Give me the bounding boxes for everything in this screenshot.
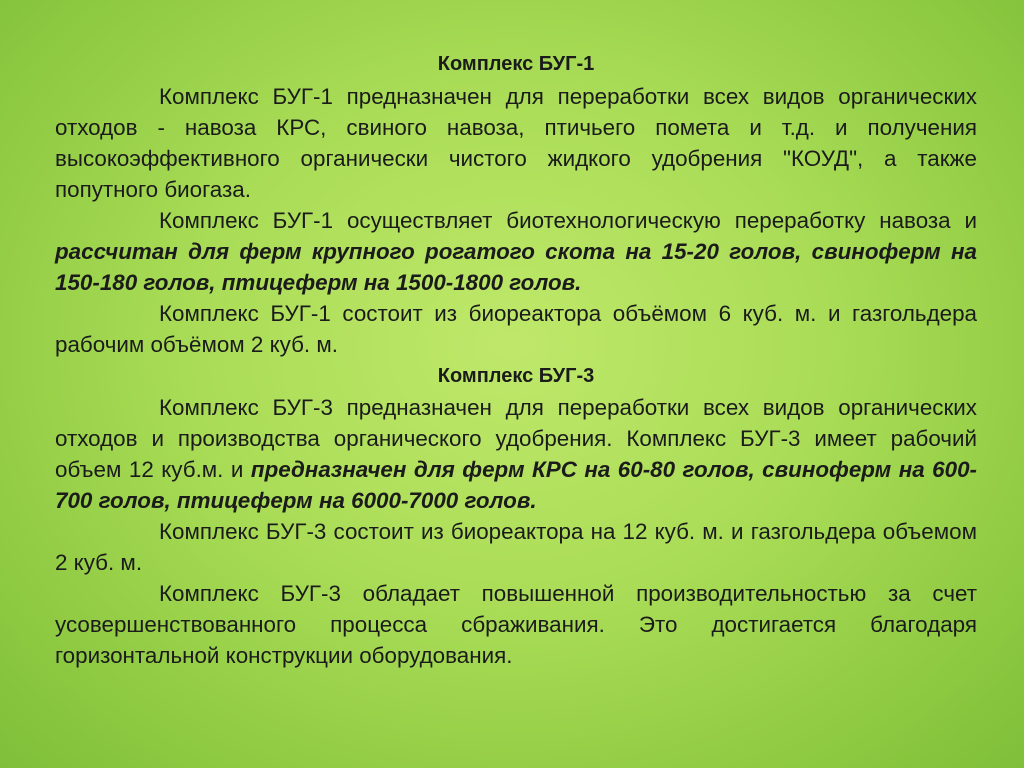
paragraph-bug-1-composition: Комплекс БУГ-1 состоит из биореактора объёмом 6 куб. м. и газгольдера рабочим объёмом 2 куб. м. xyxy=(55,301,977,357)
emphasis-text: предназначен для ферм КРС на 60-80 голов, свиноферм на 600-700 голов, птицеферм на 6000-7000 голов. xyxy=(55,457,977,513)
paragraph-bug-3-performance: Комплекс БУГ-3 обладает повышенной производительностью за счет усовершенствованного процесса сбраживания. Это достигается благодаря горизонтальной конструкции оборудования. xyxy=(55,581,977,668)
paragraph-bug-1-purpose: Комплекс БУГ-1 предназначен для переработки всех видов органических отходов - навоза КРС, свиного навоза, птичьего помета и т.д. и получения высокоэффективного органически чистого жидкого удобрения "КОУД", а также попутного биогаза. xyxy=(55,84,977,202)
paragraph-bug-1-capacity xyxy=(55,205,977,298)
slide-content xyxy=(55,50,977,671)
paragraph-bug-3-composition: Комплекс БУГ-3 состоит из биореактора на 12 куб. м. и газгольдера объемом 2 куб. м. xyxy=(55,519,977,575)
paragraph-text: Комплекс БУГ-1 осуществляет биотехнологическую переработку навоза и xyxy=(159,208,977,233)
paragraph-bug-3-purpose xyxy=(55,392,977,516)
heading-bug-3: Комплекс БУГ-3 xyxy=(437,365,595,387)
heading-bug-1: Комплекс БУГ-1 xyxy=(437,53,595,75)
emphasis-text: рассчитан для ферм крупного рогатого скота на 15-20 голов, свиноферм на 150-180 голов, птицеферм на 1500-1800 голов. xyxy=(55,239,977,295)
paragraph-text: Комплекс БУГ-3 предназначен для переработки всех видов органических отходов и производства органического удобрения. Комплекс БУГ-3 имеет рабочий объем 12 куб.м. и xyxy=(55,395,977,482)
